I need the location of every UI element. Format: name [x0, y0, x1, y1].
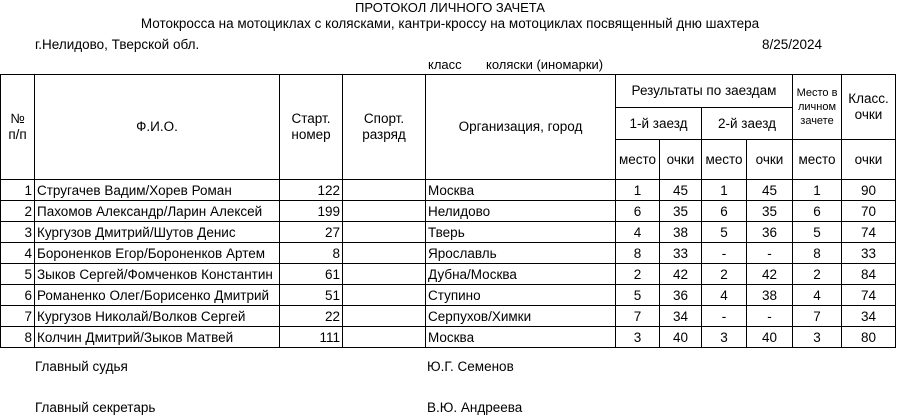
- class-points-cell: 74: [842, 285, 896, 306]
- final-place-cell: 5: [793, 222, 842, 243]
- race2-points-cell: -: [747, 243, 793, 264]
- rider-names-cell: Бороненков Егор/Бороненков Артем: [35, 243, 280, 264]
- col-race2-header: 2-й заезд: [702, 108, 793, 140]
- row-number-cell: 1: [1, 180, 35, 201]
- final-place-cell: 3: [793, 327, 842, 348]
- start-number-cell: 122: [280, 180, 343, 201]
- table-row: [1, 243, 896, 264]
- row-number-cell: 3: [1, 222, 35, 243]
- race2-place-cell: -: [702, 306, 747, 327]
- sport-rank-cell: [343, 243, 426, 264]
- chief-judge-label: Главный судья: [35, 359, 128, 374]
- race2-points-cell: 38: [747, 285, 793, 306]
- race1-place-cell: 5: [616, 285, 660, 306]
- race1-points-cell: 33: [660, 243, 702, 264]
- col-race1-place-header: место: [616, 140, 660, 180]
- event-date: 8/25/2024: [762, 37, 823, 52]
- race2-points-cell: 35: [747, 201, 793, 222]
- chief-secretary-label: Главный секретарь: [35, 400, 156, 415]
- rider-names-cell: Пахомов Александр/Ларин Алексей: [35, 201, 280, 222]
- chief-judge-name: Ю.Г. Семенов: [427, 359, 514, 374]
- class-value: коляски (иномарки): [486, 57, 604, 72]
- race2-place-cell: 3: [702, 327, 747, 348]
- rider-names-cell: Романенко Олег/Борисенко Дмитрий: [35, 285, 280, 306]
- final-place-cell: 8: [793, 243, 842, 264]
- start-number-cell: 27: [280, 222, 343, 243]
- race1-points-cell: 45: [660, 180, 702, 201]
- race2-points-cell: 45: [747, 180, 793, 201]
- race2-place-cell: 2: [702, 264, 747, 285]
- col-org-header: Организация, город: [426, 75, 616, 180]
- sport-rank-cell: [343, 222, 426, 243]
- race2-place-cell: 5: [702, 222, 747, 243]
- table-row: [1, 285, 896, 306]
- race2-place-cell: 4: [702, 285, 747, 306]
- sport-rank-cell: [343, 306, 426, 327]
- table-row: [1, 201, 896, 222]
- race2-place-cell: -: [702, 243, 747, 264]
- chief-secretary-name: В.Ю. Андреева: [427, 400, 523, 415]
- start-number-cell: 61: [280, 264, 343, 285]
- race1-place-cell: 2: [616, 264, 660, 285]
- race1-place-cell: 4: [616, 222, 660, 243]
- table-row: [1, 264, 896, 285]
- organization-city-cell: Москва: [426, 327, 616, 348]
- sport-rank-cell: [343, 327, 426, 348]
- row-number-cell: 4: [1, 243, 35, 264]
- race1-place-cell: 6: [616, 201, 660, 222]
- race1-points-cell: 40: [660, 327, 702, 348]
- row-number-cell: 7: [1, 306, 35, 327]
- sport-rank-cell: [343, 285, 426, 306]
- start-number-cell: 51: [280, 285, 343, 306]
- col-rank-header: Спорт. разряд: [343, 75, 426, 180]
- final-place-cell: 4: [793, 285, 842, 306]
- final-place-cell: 1: [793, 180, 842, 201]
- protocol-title: ПРОТОКОЛ ЛИЧНОГО ЗАЧЕТА: [355, 0, 545, 15]
- event-subtitle: Мотокросса на мотоциклах с колясками, кантри-кроссу на мотоциклах посвященный дню шахтера: [140, 16, 760, 31]
- rider-names-cell: Колчин Дмитрий/Зыков Матвей: [35, 327, 280, 348]
- table-row: [1, 327, 896, 348]
- start-number-cell: 8: [280, 243, 343, 264]
- col-name-header: Ф.И.О.: [35, 75, 280, 180]
- row-number-cell: 5: [1, 264, 35, 285]
- organization-city-cell: Нелидово: [426, 201, 616, 222]
- race1-points-cell: 35: [660, 201, 702, 222]
- col-place-header: Место в личном зачете: [793, 75, 842, 140]
- organization-city-cell: Ступино: [426, 285, 616, 306]
- col-race2-points-header: очки: [747, 140, 793, 180]
- race1-place-cell: 3: [616, 327, 660, 348]
- race1-place-cell: 7: [616, 306, 660, 327]
- start-number-cell: 111: [280, 327, 343, 348]
- class-label: класс: [428, 57, 462, 72]
- col-final-place-header: место: [793, 140, 842, 180]
- class-points-cell: 70: [842, 201, 896, 222]
- organization-city-cell: Серпухов/Химки: [426, 306, 616, 327]
- start-number-cell: 199: [280, 201, 343, 222]
- class-points-cell: 74: [842, 222, 896, 243]
- row-number-cell: 2: [1, 201, 35, 222]
- race2-points-cell: 36: [747, 222, 793, 243]
- race2-points-cell: -: [747, 306, 793, 327]
- class-points-cell: 33: [842, 243, 896, 264]
- rider-names-cell: Кургузов Николай/Волков Сергей: [35, 306, 280, 327]
- row-number-cell: 8: [1, 327, 35, 348]
- race1-points-cell: 38: [660, 222, 702, 243]
- race2-points-cell: 40: [747, 327, 793, 348]
- final-place-cell: 7: [793, 306, 842, 327]
- table-row: [1, 222, 896, 243]
- class-points-cell: 34: [842, 306, 896, 327]
- col-race2-place-header: место: [702, 140, 747, 180]
- race1-points-cell: 34: [660, 306, 702, 327]
- rider-names-cell: Зыков Сергей/Фомченков Константин: [35, 264, 280, 285]
- table-body: [1, 180, 896, 348]
- col-race1-points-header: очки: [660, 140, 702, 180]
- class-points-cell: 90: [842, 180, 896, 201]
- row-number-cell: 6: [1, 285, 35, 306]
- sport-rank-cell: [343, 201, 426, 222]
- col-start-header: Старт. номер: [280, 75, 343, 180]
- col-num-header: № п/п: [1, 75, 35, 180]
- col-points-header: Класс. очки: [842, 75, 896, 140]
- rider-names-cell: Стругачев Вадим/Хорев Роман: [35, 180, 280, 201]
- race1-place-cell: 1: [616, 180, 660, 201]
- class-points-cell: 84: [842, 264, 896, 285]
- organization-city-cell: Тверь: [426, 222, 616, 243]
- final-place-cell: 2: [793, 264, 842, 285]
- organization-city-cell: Ярославль: [426, 243, 616, 264]
- sport-rank-cell: [343, 264, 426, 285]
- table-row: [1, 306, 896, 327]
- col-race1-header: 1-й заезд: [616, 108, 702, 140]
- event-place: г.Нелидово, Тверской обл.: [35, 37, 200, 52]
- race1-place-cell: 8: [616, 243, 660, 264]
- results-table: [0, 74, 896, 348]
- organization-city-cell: Дубна/Москва: [426, 264, 616, 285]
- col-results-header: Результаты по заездам: [616, 75, 793, 108]
- organization-city-cell: Москва: [426, 180, 616, 201]
- rider-names-cell: Кургузов Дмитрий/Шутов Денис: [35, 222, 280, 243]
- col-final-points-header: очки: [842, 140, 896, 180]
- race2-place-cell: 6: [702, 201, 747, 222]
- race2-points-cell: 42: [747, 264, 793, 285]
- race2-place-cell: 1: [702, 180, 747, 201]
- table-row: [1, 180, 896, 201]
- class-points-cell: 80: [842, 327, 896, 348]
- race1-points-cell: 36: [660, 285, 702, 306]
- race1-points-cell: 42: [660, 264, 702, 285]
- start-number-cell: 22: [280, 306, 343, 327]
- final-place-cell: 6: [793, 201, 842, 222]
- table-header: [1, 75, 896, 180]
- sport-rank-cell: [343, 180, 426, 201]
